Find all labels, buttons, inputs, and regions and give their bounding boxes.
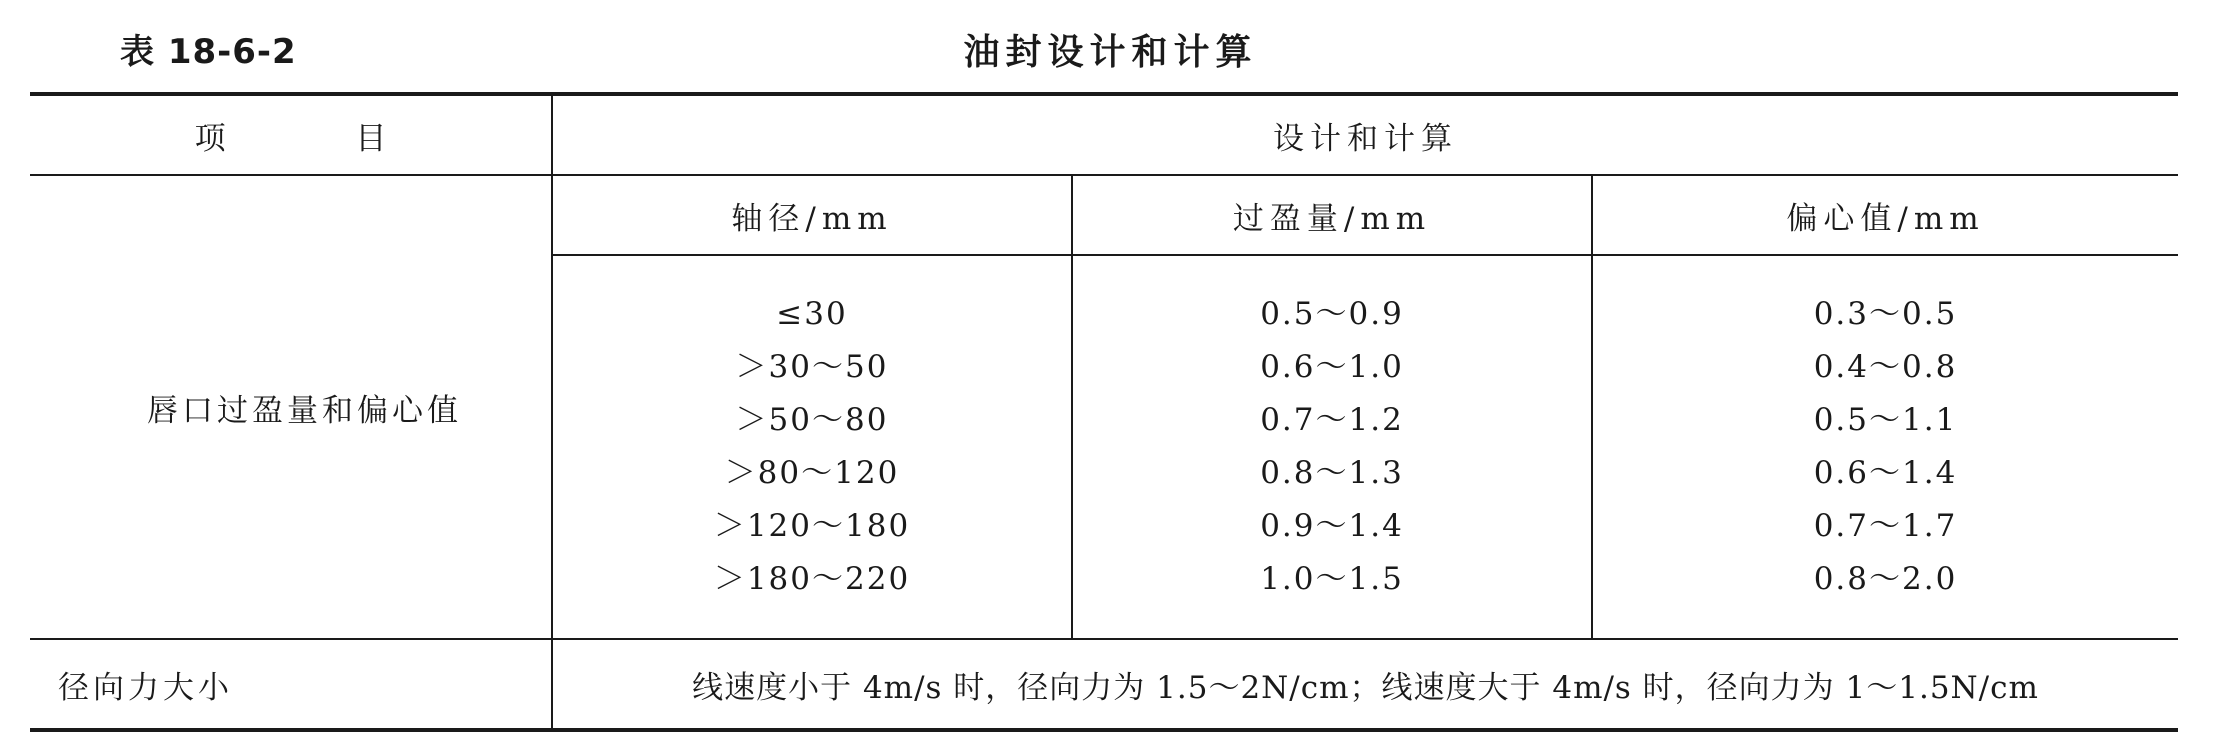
table-cell: 1.0～1.5 [1260, 561, 1404, 597]
table-cell: ≤30 [776, 296, 848, 332]
table-number: 表 18-6-2 [120, 32, 297, 72]
table-header-row [30, 94, 2178, 175]
radial-force-label: 径向力大小 [30, 639, 552, 730]
table-cell: 0.9～1.4 [1260, 508, 1404, 544]
table-cell: ＞120～180 [713, 508, 911, 544]
table-cell: 0.7～1.2 [1260, 402, 1404, 438]
interference-values [1072, 255, 1592, 639]
column-header-shaft-diameter: 轴径/mm [552, 175, 1072, 255]
table-cell: ＞180～220 [713, 561, 911, 597]
table-cell: ＞30～50 [735, 349, 889, 385]
shaft-diameter-values [552, 255, 1072, 639]
column-header-interference: 过盈量/mm [1072, 175, 1592, 255]
column-header-eccentricity: 偏心值/mm [1592, 175, 2178, 255]
table-cell: 0.6～1.4 [1813, 455, 1958, 491]
table-cell: ＞50～80 [735, 402, 889, 438]
table-title: 油封设计和计算 [963, 32, 1258, 73]
table-caption [0, 18, 2221, 78]
lip-row-label: 唇口过盈量和偏心值 [30, 175, 552, 639]
eccentricity-values [1592, 255, 2178, 639]
lip-subheader-row [30, 175, 2178, 255]
radial-force-text: 线速度小于 4m/s 时，径向力为 1.5～2N/cm；线速度大于 4m/s 时，径向力为 1～1.5N/cm [552, 639, 2178, 730]
table-cell: 0.5～1.1 [1813, 402, 1958, 438]
header-item: 项 目 [30, 94, 552, 175]
header-design: 设计和计算 [552, 94, 2178, 175]
table-cell: 0.8～2.0 [1813, 561, 1958, 597]
table-cell: 0.4～0.8 [1813, 349, 1958, 385]
radial-force-row [30, 639, 2178, 730]
table-cell: 0.3～0.5 [1813, 296, 1958, 332]
table-cell: 0.5～0.9 [1260, 296, 1404, 332]
table-cell: 0.6～1.0 [1260, 349, 1404, 385]
table-cell: 0.8～1.3 [1260, 455, 1404, 491]
table-cell: 0.7～1.7 [1813, 508, 1958, 544]
oil-seal-table [30, 92, 2178, 732]
table-cell: ＞80～120 [724, 455, 900, 491]
